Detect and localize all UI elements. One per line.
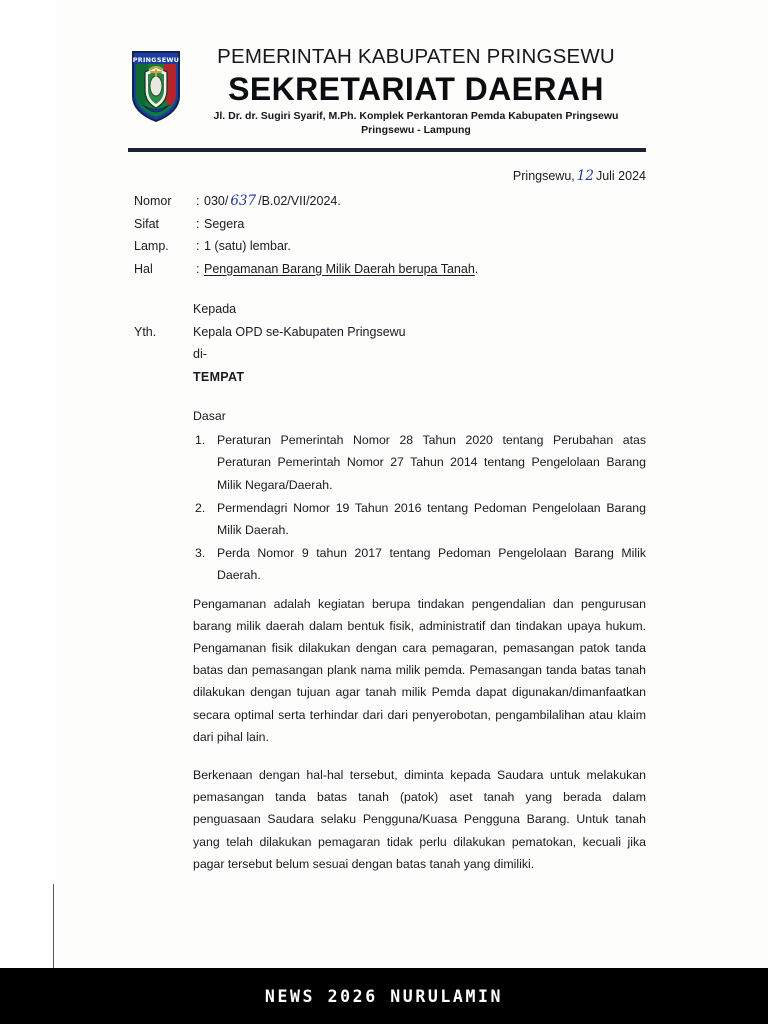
legal-basis-list: [193, 429, 646, 586]
meta-row-hal: [134, 258, 646, 281]
nomor-suffix: /B.02/VII/2024.: [258, 194, 341, 208]
label-sifat: Sifat: [134, 216, 160, 231]
label-lampiran: Lamp.: [134, 239, 169, 253]
office-city: Pringsewu - Lampung: [361, 124, 471, 136]
label-nomor: Nomor: [134, 194, 172, 208]
svg-text:PRINGSEWU: PRINGSEWU: [132, 56, 180, 65]
bottom-banner: [0, 968, 768, 1024]
body-paragraph-1: Pengamanan adalah kegiatan berupa tindakan pengendalian dan pengurusan barang milik daerah dalam bentuk fisik, administratif dan tindakan upaya hukum. Pengamanan fisik dilakukan dengan cara pemagaran, pemasangan patok tanda batas dan pemasangan plank nama milik pemda. Pemasangan tanda batas tanah dilakukan dengan tujuan agar tanah milik Pemda dapat digunakan/dimanfaatkan secara optimal serta terhindar dari dari penyerobotan, pengambilalihan atau klaim dari pihal lain.: [193, 596, 646, 744]
value-sifat: Segera: [204, 216, 245, 231]
handwritten-nomor: 637: [230, 193, 257, 209]
nomor-prefix: 030/: [204, 194, 229, 208]
colon-nomor: :: [196, 194, 200, 208]
body-paragraph-2: Berkenaan dengan hal-hal tersebut, diminta kepada Saudara untuk melakukan pemasangan tanda batas tanah (patok) aset tanah yang berada dalam penguasaan Saudara selaku Pengguna/Kuasa Pengguna Barang. Untuk tanah yang telah dilakukan pemagaran tidak perlu dilakukan pematokan, kecuali jika pagar tersebut belum sesuai dengan batas tanah yang dimiliki.: [193, 768, 646, 871]
date-prefix: Pringsewu,: [512, 169, 575, 183]
meta-row-sifat: [134, 213, 646, 236]
value-lampiran: 1 (satu) lembar.: [204, 239, 291, 253]
letter-meta-fields: [134, 190, 646, 280]
office-address: Jl. Dr. dr. Sugiri Syarif, M.Ph. Komplek Perkantoran Pemda Kabupaten Pringsewu: [213, 110, 619, 122]
crest-icon: [130, 48, 182, 124]
meta-row-lampiran: [134, 235, 646, 258]
value-hal: [204, 258, 646, 281]
office-name: SEKRETARIAT DAERAH: [228, 71, 604, 107]
banner-text: NEWS 2026 NURULAMIN: [264, 986, 504, 1006]
letterhead-divider: [128, 148, 646, 152]
subject-text: Pengamanan Barang Milik Daerah berupa Tanah: [204, 261, 475, 276]
addressee-row-place: [134, 366, 646, 389]
list-item: [193, 542, 646, 586]
colon-sifat: :: [196, 216, 200, 231]
government-name: PEMERINTAH KABUPATEN PRINGSEWU: [217, 45, 615, 68]
list-item: [193, 429, 646, 496]
list-item-number: 3.: [195, 546, 206, 561]
letter-body: [193, 405, 646, 875]
addressee-row-di: [134, 343, 646, 366]
basis-title: Dasar: [193, 409, 226, 423]
di-label: di-: [193, 347, 207, 361]
letterhead-text: [186, 44, 646, 137]
list-item-text: Perda Nomor 9 tahun 2017 tentang Pedoman Pengelolaan Barang Milik Daerah.: [217, 546, 646, 583]
meta-row-nomor: [134, 190, 646, 213]
yth-label: Yth.: [134, 324, 157, 339]
place-label: TEMPAT: [193, 369, 245, 384]
date-line: [330, 168, 646, 185]
pringsewu-crest-logo: [130, 48, 182, 124]
kepada-label: Kepada: [193, 302, 237, 316]
addressee-block: [134, 298, 646, 388]
addressee-row-kepada: [134, 298, 646, 321]
list-item: [193, 497, 646, 541]
letterhead: [128, 44, 646, 144]
addressee-row-recipient: [134, 321, 646, 344]
list-item-number: 2.: [195, 500, 206, 515]
colon-hal: :: [196, 261, 200, 276]
date-suffix: Juli 2024: [595, 169, 646, 183]
scan-edge-line: [53, 884, 54, 968]
handwritten-day: 12: [576, 168, 594, 184]
list-item-number: 1.: [195, 433, 206, 448]
list-item-text: Peraturan Pemerintah Nomor 28 Tahun 2020 tentang Perubahan atas Peraturan Pemerintah Nomor 27 Tahun 2014 tentang Pengelolaan Barang Milik Negara/Daerah.: [217, 433, 646, 492]
subject-period: .: [474, 261, 479, 276]
colon-lampiran: :: [196, 239, 200, 253]
label-hal: Hal: [134, 261, 153, 276]
recipient-name: Kepala OPD se-Kabupaten Pringsewu: [193, 324, 406, 339]
list-item-text: Permendagri Nomor 19 Tahun 2016 tentang Pedoman Pengelolaan Barang Milik Daerah.: [217, 500, 646, 538]
value-nomor: [204, 190, 646, 213]
